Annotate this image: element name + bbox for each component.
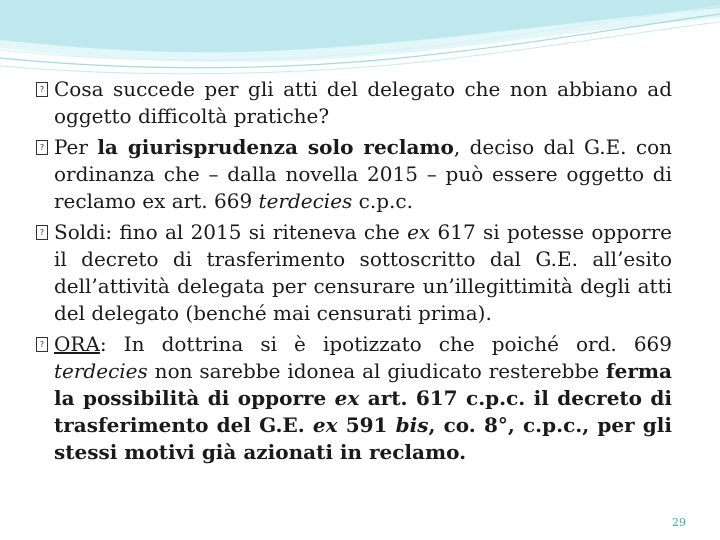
- text-segment: ex: [334, 386, 360, 410]
- bullet-paragraph-3: [36, 219, 672, 327]
- text-segment: Soldi: fino al 2015 si riteneva che: [54, 220, 408, 244]
- bullet-paragraph-4: [36, 331, 672, 466]
- missing-glyph-bullet-icon: ?: [36, 337, 48, 352]
- paragraph-text: [54, 332, 672, 464]
- paragraph-text: [54, 135, 672, 213]
- text-segment: , deciso dal G.E. con ordinanza che – dalla novella 2015 – può essere oggetto di reclamo ex art. 669: [54, 135, 673, 213]
- text-segment: terdecies: [54, 359, 148, 383]
- text-segment: bis: [395, 413, 429, 437]
- bullet-paragraph-1: [36, 76, 672, 130]
- text-segment: Per: [54, 135, 98, 159]
- text-segment: art. 617 c.p.c. il decreto di trasferimento del G.E.: [54, 386, 672, 437]
- paragraph-text: [54, 77, 672, 128]
- missing-glyph-bullet-icon: ?: [36, 82, 48, 97]
- text-segment: ORA: [54, 332, 100, 356]
- text-segment: ex: [312, 413, 338, 437]
- paragraph-text: [54, 220, 672, 325]
- text-segment: la giurisprudenza solo reclamo: [97, 135, 454, 159]
- text-segment: , co. 8°, c.p.c., per gli stessi motivi già azionati in reclamo.: [54, 413, 672, 464]
- missing-glyph-bullet-icon: ?: [36, 225, 48, 240]
- slide-body: [36, 76, 672, 470]
- bullet-paragraph-2: [36, 134, 672, 215]
- missing-glyph-bullet-icon: ?: [36, 140, 48, 155]
- text-segment: Cosa succede per gli atti del delegato che non abbiano ad oggetto difficoltà pratiche?: [54, 77, 672, 128]
- text-segment: c.p.c.: [352, 189, 413, 213]
- header-wave-decoration: [0, 0, 720, 80]
- text-segment: ferma la possibilità di opporre: [54, 359, 672, 410]
- text-segment: non sarebbe idonea al giudicato resterebbe: [147, 359, 606, 383]
- page-number: 29: [672, 516, 686, 529]
- text-segment: terdecies: [258, 189, 353, 213]
- text-segment: 617 si potesse opporre il decreto di trasferimento sottoscritto dal G.E. all’esito dell’attività delegata per censurare un’illegittimità degli atti del delegato (benché mai censurati prima).: [54, 220, 672, 325]
- text-segment: : In dottrina si è ipotizzato che poiché ord. 669: [99, 332, 672, 356]
- text-segment: ex: [407, 220, 431, 244]
- text-segment: 591: [337, 413, 396, 437]
